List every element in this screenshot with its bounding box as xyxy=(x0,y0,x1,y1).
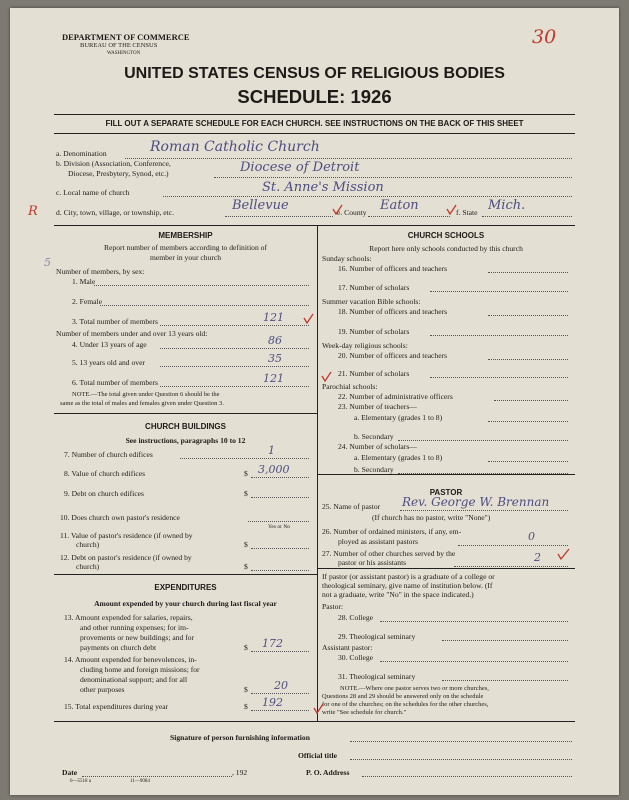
division-field[interactable]: Diocese of Detroit xyxy=(240,160,360,175)
q15-label: 15. Total expenditures during year xyxy=(64,702,169,711)
schedule-title: SCHEDULE: 1926 xyxy=(237,86,392,107)
q3-label: 3. Total number of members xyxy=(72,317,159,326)
county-label: e. County xyxy=(337,208,367,217)
bureau-label: BUREAU OF THE CENSUS xyxy=(80,42,158,49)
local-name-label: c. Local name of church xyxy=(56,188,130,197)
pastor-note-2: Questions 28 and 29 should be answered only on the schedule xyxy=(322,693,484,700)
q14-field[interactable]: 20 xyxy=(274,679,288,692)
q2-label: 2. Female xyxy=(72,297,102,306)
q29-label: 29. Theological seminary xyxy=(338,632,416,641)
q4-label: 4. Under 13 years of age xyxy=(72,340,147,349)
parochial-heading: Parochial schools: xyxy=(322,382,378,391)
q1-label: 1. Male xyxy=(72,277,96,286)
q13-label-2: and other running expenses; for im- xyxy=(80,623,189,632)
state-field[interactable]: Mich. xyxy=(488,198,526,213)
division-label-2: Diocese, Presbytery, Synod, etc.) xyxy=(68,169,169,178)
po-address-label: P. O. Address xyxy=(306,768,350,777)
q25-note: (If church has no pastor, write "None") xyxy=(372,513,491,522)
q27-field[interactable]: 2 xyxy=(534,551,541,564)
q13-field[interactable]: 172 xyxy=(262,637,283,650)
division-label-1: b. Division (Association, Conference, xyxy=(56,159,171,168)
q24a-label: a. Elementary (grades 1 to 8) xyxy=(354,453,443,462)
denomination-field[interactable]: Roman Catholic Church xyxy=(150,139,320,155)
q17-label: 17. Number of scholars xyxy=(338,283,410,292)
q23-label: 23. Number of teachers— xyxy=(338,402,417,411)
q8-label: 8. Value of church edifices xyxy=(64,469,146,478)
q5-label: 5. 13 years old and over xyxy=(72,358,145,367)
expenditures-title: EXPENDITURES xyxy=(154,583,217,592)
check-mark-icon xyxy=(304,314,313,323)
official-title-label: Official title xyxy=(298,751,338,760)
graduate-instruction-3: not a graduate, write "No" in the space indicated.) xyxy=(322,590,474,599)
q13-label-4: payments on church debt xyxy=(80,643,157,652)
q30-label: 30. College xyxy=(338,653,374,662)
check-mark-icon xyxy=(322,372,331,381)
q11-label-2: church) xyxy=(76,540,100,549)
city-label: WASHINGTON xyxy=(107,51,141,56)
expenditures-subtitle: Amount expended by your church during last fiscal year xyxy=(94,599,277,608)
q7-field[interactable]: 1 xyxy=(268,444,275,457)
date-label: Date xyxy=(62,768,78,777)
graduate-instruction-2: theological seminary, give name of institution below. (If xyxy=(322,581,493,590)
city-label: d. City, town, village, or township, etc. xyxy=(56,208,175,217)
year-label: , 192 xyxy=(232,768,248,777)
check-mark-icon xyxy=(558,549,569,559)
q12-label-1: 12. Debt on pastor's residence (if owned by xyxy=(60,553,192,562)
q16-label: 16. Number of officers and teachers xyxy=(338,264,448,273)
q4-field[interactable]: 86 xyxy=(268,334,282,347)
pastor-note-1: NOTE.—Where one pastor serves two or more churches, xyxy=(340,685,489,692)
q27-label-1: 27. Number of other churches served by the xyxy=(322,549,456,558)
margin-mark-number: 5 xyxy=(44,256,51,269)
q26-label-2: ployed as assistant pastors xyxy=(338,537,418,546)
q27-label-2: pastor or his assistants xyxy=(338,558,407,567)
local-name-field[interactable]: St. Anne's Mission xyxy=(262,180,384,195)
q18-label: 18. Number of officers and teachers xyxy=(338,307,448,316)
buildings-subtitle: See instructions, paragraphs 10 to 12 xyxy=(125,436,246,445)
q5-field[interactable]: 35 xyxy=(268,352,282,365)
weekday-heading: Week-day religious schools: xyxy=(322,341,408,350)
q14-label-2: cluding home and foreign missions; for xyxy=(80,665,200,674)
q14-label-4: other purposes xyxy=(80,685,125,694)
q28-label: 28. College xyxy=(338,613,374,622)
q22-label: 22. Number of administrative officers xyxy=(338,392,453,401)
yes-no-hint: Yes or No xyxy=(268,524,291,530)
pastor-title: PASTOR xyxy=(429,488,463,497)
sunday-heading: Sunday schools: xyxy=(322,254,372,263)
membership-intro-1: Report number of members according to definition of xyxy=(103,243,267,252)
membership-note-1: NOTE.—The total given under Question 6 should be the xyxy=(72,391,220,398)
buildings-title: CHURCH BUILDINGS xyxy=(145,422,226,431)
q7-label: 7. Number of church edifices xyxy=(64,450,153,459)
q26-field[interactable]: 0 xyxy=(528,530,535,543)
q19-label: 19. Number of scholars xyxy=(338,327,410,336)
q8-field[interactable]: 3,000 xyxy=(258,463,290,476)
q15-field[interactable]: 192 xyxy=(262,696,283,709)
q23b-label: b. Secondary xyxy=(354,432,394,441)
schools-subtitle: Report here only schools conducted by this church xyxy=(369,244,523,253)
margin-mark-r: R xyxy=(28,204,38,219)
pastor-note-3: for one of the churches; on the schedules for the other churches, xyxy=(322,701,489,708)
check-mark-icon xyxy=(314,704,323,713)
check-mark-icon xyxy=(447,205,456,214)
q11-label-1: 11. Value of pastor's residence (if owned by xyxy=(60,531,193,540)
form-code-2: 11—9084 xyxy=(130,779,150,784)
state-label: f. State xyxy=(456,208,478,217)
schools-title: CHURCH SCHOOLS xyxy=(407,231,485,240)
q24-label: 24. Number of scholars— xyxy=(338,442,417,451)
membership-intro-2: member in your church xyxy=(149,253,222,262)
q14-label-1: 14. Amount expended for benevolences, in- xyxy=(64,655,197,664)
q25-field[interactable]: Rev. George W. Brennan xyxy=(402,495,550,509)
q23a-label: a. Elementary (grades 1 to 8) xyxy=(354,413,443,422)
signature-label: Signature of person furnishing information xyxy=(170,733,310,742)
sex-heading: Number of members, by sex: xyxy=(56,267,145,276)
pastor-note-4: write "See schedule for church." xyxy=(322,709,407,716)
age-heading: Number of members under and over 13 years old: xyxy=(56,329,208,338)
q3-field[interactable]: 121 xyxy=(263,311,284,324)
instruction-banner: FILL OUT A SEPARATE SCHEDULE FOR EACH CHURCH. SEE INSTRUCTIONS ON THE BACK OF THIS SHEET xyxy=(105,119,524,128)
graduate-instruction-1: If pastor (or assistant pastor) is a graduate of a college or xyxy=(322,572,495,581)
check-mark-icon xyxy=(333,205,342,214)
city-field[interactable]: Bellevue xyxy=(232,198,289,213)
assistant-subheading: Assistant pastor: xyxy=(322,643,373,652)
form-title: UNITED STATES CENSUS OF RELIGIOUS BODIES xyxy=(124,65,505,82)
q25-label: 25. Name of pastor xyxy=(322,502,381,511)
check-marks-overlay xyxy=(10,8,619,795)
q21-label: 21. Number of scholars xyxy=(338,369,410,378)
county-field[interactable]: Eaton xyxy=(380,198,419,213)
q9-label: 9. Debt on church edifices xyxy=(64,489,144,498)
q13-label-3: provements or new buildings; and for xyxy=(80,633,195,642)
q14-label-3: denominational support; and for all xyxy=(80,675,188,684)
q13-label-1: 13. Amount expended for salaries, repairs, xyxy=(64,613,193,622)
q12-label-2: church) xyxy=(76,562,100,571)
denomination-label: a. Denomination xyxy=(56,149,107,158)
vacation-heading: Summer vacation Bible schools: xyxy=(322,297,421,306)
q26-label-1: 26. Number of ordained ministers, if any, em- xyxy=(322,527,462,536)
membership-note-2: same as the total of males and females given under Question 3. xyxy=(60,400,224,407)
pastor-subheading: Pastor: xyxy=(322,602,344,611)
department-label: DEPARTMENT OF COMMERCE xyxy=(62,32,190,42)
q20-label: 20. Number of officers and teachers xyxy=(338,351,448,360)
q24b-label: b. Secondary xyxy=(354,465,394,474)
membership-title: MEMBERSHIP xyxy=(158,231,213,240)
q31-label: 31. Theological seminary xyxy=(338,672,416,681)
q6-field[interactable]: 121 xyxy=(263,372,284,385)
corner-number: 30 xyxy=(532,26,557,48)
census-schedule-sheet: DEPARTMENT OF COMMERCE BUREAU OF THE CENSUS WASHINGTON 30 UNITED STATES CENSUS OF RELIGIOUS BODIES SCHEDULE: 1926 FILL OUT A SEPARATE SCHEDULE FOR EACH CHURCH. SEE INSTRUCTIONS ON THE BACK OF THIS SHEET a. Denomination Roman Catholic Church b. Division (Association, Conference, Diocese, Presbytery, Synod, etc.) Diocese of Detroit c. Local name of church St. Anne's Mission R 5 d. City, town, village, or township, etc. Bellevue e. County Eaton f. State Mich. MEMBERSHIP Report number of members according to definition of member in your church Number of members, by sex: 1. Male 2. Female 3. Total number of members 121 Number of members under and over 13 years old: 4. Under 13 years of age 86 5. 13 years old and over 35 6. Total number of members 121 NOTE.—The total given under Question 6 should be the same as the total of males and females given under Question 3. CHURCH BUILDINGS See instructions, paragraphs 10 to 12 7. Number of church edifices 1 8. Value of church edifices $ 3,000 9. Debt on church edifices $ 10. Does church own pastor's residence Yes or No 11. Value of pastor's residence (if owned by church) $ 12. Debt on pastor's residence (if owned by church) $ EXPENDITURES Amount expended by your church during last fiscal year 13. Amount expended for salaries, repairs, and other running expenses; for im- provements or new buildings; and for payments on church debt $ 172 14. Amount expended for benevolences, in- cluding home and foreign missions; for denominational support; and for all other purposes $ 20 15. Total expenditures during year $ 192 CHURCH SCHOOLS Report here only schools conducted by this church Sunday schools: 16. Number of officers and teachers 17. Number of scholars Summer vacation Bible schools: 18. Number of officers and teachers 19. Number of scholars Week-day religious schools: 20. Number of officers and teachers 21. Number of scholars Parochial schools: 22. Number of administrative officers 23. Number of teachers— a. Elementary (grades 1 to 8) b. Secondary 24. Number of scholars— a. Elementary (grades 1 to 8) b. Secondary PASTOR 25. Name of pastor Rev. George W. Brennan (If church has no pastor, write "None") 26. Number of ordained ministers, if any, em- ployed as assistant pastors 0 27. Number of other churches served by the pastor or his assistants 2 If pastor (or assistant pastor) is a graduate of a college or theological seminary, give name of institution below. (If not a graduate, write "No" in the space indicated.) Pastor: 28. College 29. Theological seminary Assistant pastor: 30. College 31. Theological seminary NOTE.—Where one pastor serves two or more churches, Questions 28 and 29 should be answered only on the schedule for one of the churches; on the schedules for the other churches, write "See schedule for church." Signature of person furnishing information Official title Date , 192 P. O. Address 6—5518 a 11—9084 xyxy=(10,8,619,795)
q6-label: 6. Total number of members xyxy=(72,378,159,387)
form-code-1: 6—5518 a xyxy=(70,779,91,784)
q10-label: 10. Does church own pastor's residence xyxy=(60,513,180,522)
